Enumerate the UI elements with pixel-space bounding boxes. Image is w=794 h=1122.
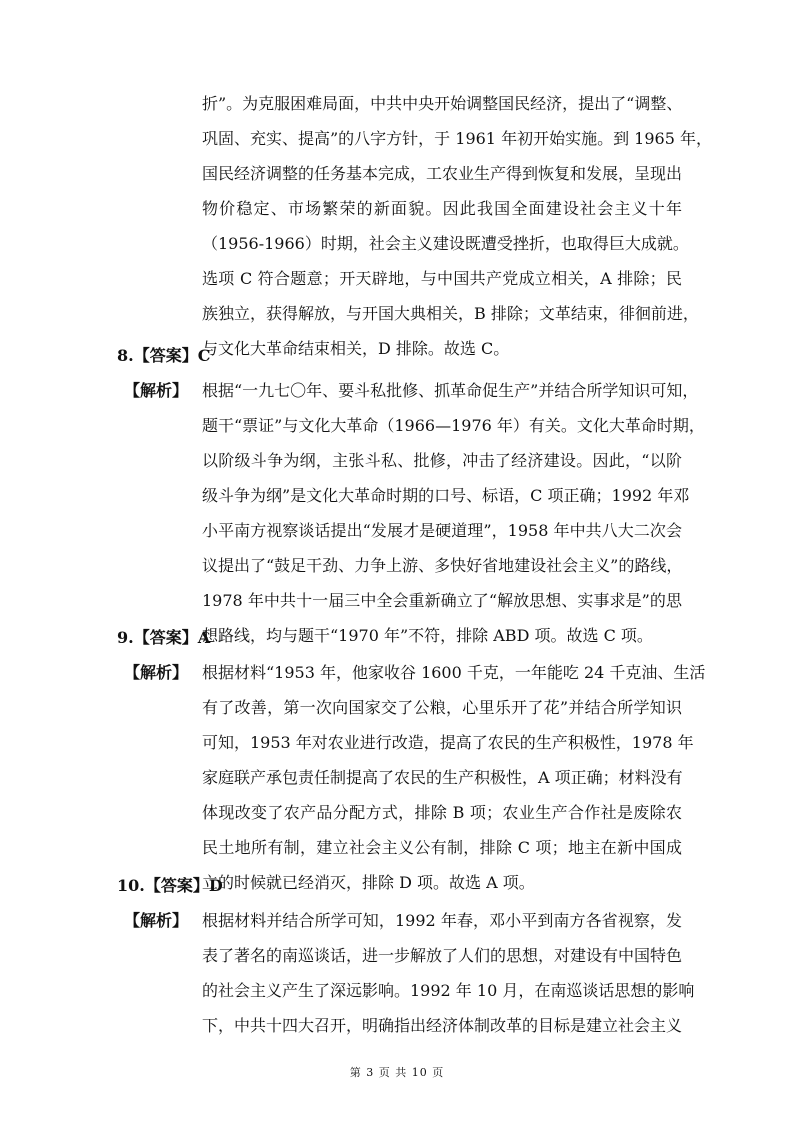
text-line: 物价稳定、市场繁荣的新面貌。因此我国全面建设社会主义十年 [202, 199, 682, 218]
analysis-label-q10: 【解析】 [124, 911, 189, 930]
answer-heading-q10: 10.【答案】D [117, 876, 223, 895]
text-line: 立的时候就已经消灭，排除 D 项。故选 A 项。 [202, 873, 535, 892]
text-line: 议提出了“鼓足干劲、力争上游、多快好省地建设社会主义”的路线， [202, 556, 683, 575]
text-line: 根据“一九七〇年、要斗私批修、抓革命促生产”并结合所学知识可知， [202, 381, 699, 400]
text-line: 想路线，均与题干“1970 年”不符，排除 ABD 项。故选 C 项。 [202, 626, 653, 645]
text-line: 表了著名的南巡谈话，进一步解放了人们的思想，对建设有中国特色 [202, 946, 683, 965]
text-line: 巩固、充实、提高”的八字方针，于 1961 年初开始实施。到 1965 年， [202, 129, 712, 148]
analysis-label-q8: 【解析】 [124, 381, 189, 400]
text-line: 有了改善，第一次向国家交了公粮，心里乐开了花”并结合所学知识 [202, 698, 682, 717]
text-line: 国民经济调整的任务基本完成，工农业生产得到恢复和发展，呈现出 [202, 164, 683, 183]
text-line: 体现改变了农产品分配方式，排除 B 项；农业生产合作社是废除农 [202, 803, 682, 822]
text-line: 根据材料“1953 年，他家收谷 1600 千克，一年能吃 24 千克油、生活 [202, 663, 706, 682]
text-line: 民土地所有制，建立社会主义公有制，排除 C 项；地主在新中国成 [202, 838, 682, 857]
text-line: （1956-1966）时期，社会主义建设既遭受挫折，也取得巨大成就。 [202, 234, 689, 253]
answer-heading-q9: 9.【答案】A [117, 628, 211, 647]
page-number-footer: 第 3 页 共 10 页 [349, 1066, 445, 1079]
text-line: 下，中共十四大召开，明确指出经济体制改革的目标是建立社会主义 [202, 1016, 683, 1035]
text-line: 选项 C 符合题意；开天辟地，与中国共产党成立相关，A 排除；民 [202, 269, 682, 288]
text-line: 的社会主义产生了深远影响。1992 年 10 月，在南巡谈话思想的影响 [202, 981, 695, 1000]
text-line: 可知，1953 年对农业进行改造，提高了农民的生产积极性，1978 年 [202, 733, 694, 752]
answer-heading-q8: 8.【答案】C [117, 346, 211, 365]
text-line: 折”。为克服困难局面，中共中央开始调整国民经济，提出了“调整、 [202, 94, 683, 113]
text-line: 家庭联产承包责任制提高了农民的生产积极性，A 项正确；材料没有 [202, 768, 683, 787]
text-line: 小平南方视察谈话提出“发展才是硬道理”，1958 年中共八大二次会 [202, 521, 682, 540]
text-line: 根据材料并结合所学可知，1992 年春，邓小平到南方各省视察，发 [202, 911, 682, 930]
text-line: 与文化大革命结束相关，D 排除。故选 C。 [202, 339, 510, 358]
text-line: 题干“票证”与文化大革命（1966—1976 年）有关。文化大革命时期， [202, 416, 705, 435]
text-line: 族独立，获得解放，与开国大典相关，B 排除；文革结束，徘徊前进， [202, 304, 699, 323]
analysis-label-q9: 【解析】 [124, 663, 189, 682]
text-line: 以阶级斗争为纲，主张斗私、批修，冲击了经济建设。因此，“以阶 [202, 451, 682, 470]
text-line: 级斗争为纲”是文化大革命时期的口号、标语，C 项正确；1992 年邓 [202, 486, 690, 505]
text-line: 1978 年中共十一届三中全会重新确立了“解放思想、实事求是”的思 [202, 591, 682, 610]
